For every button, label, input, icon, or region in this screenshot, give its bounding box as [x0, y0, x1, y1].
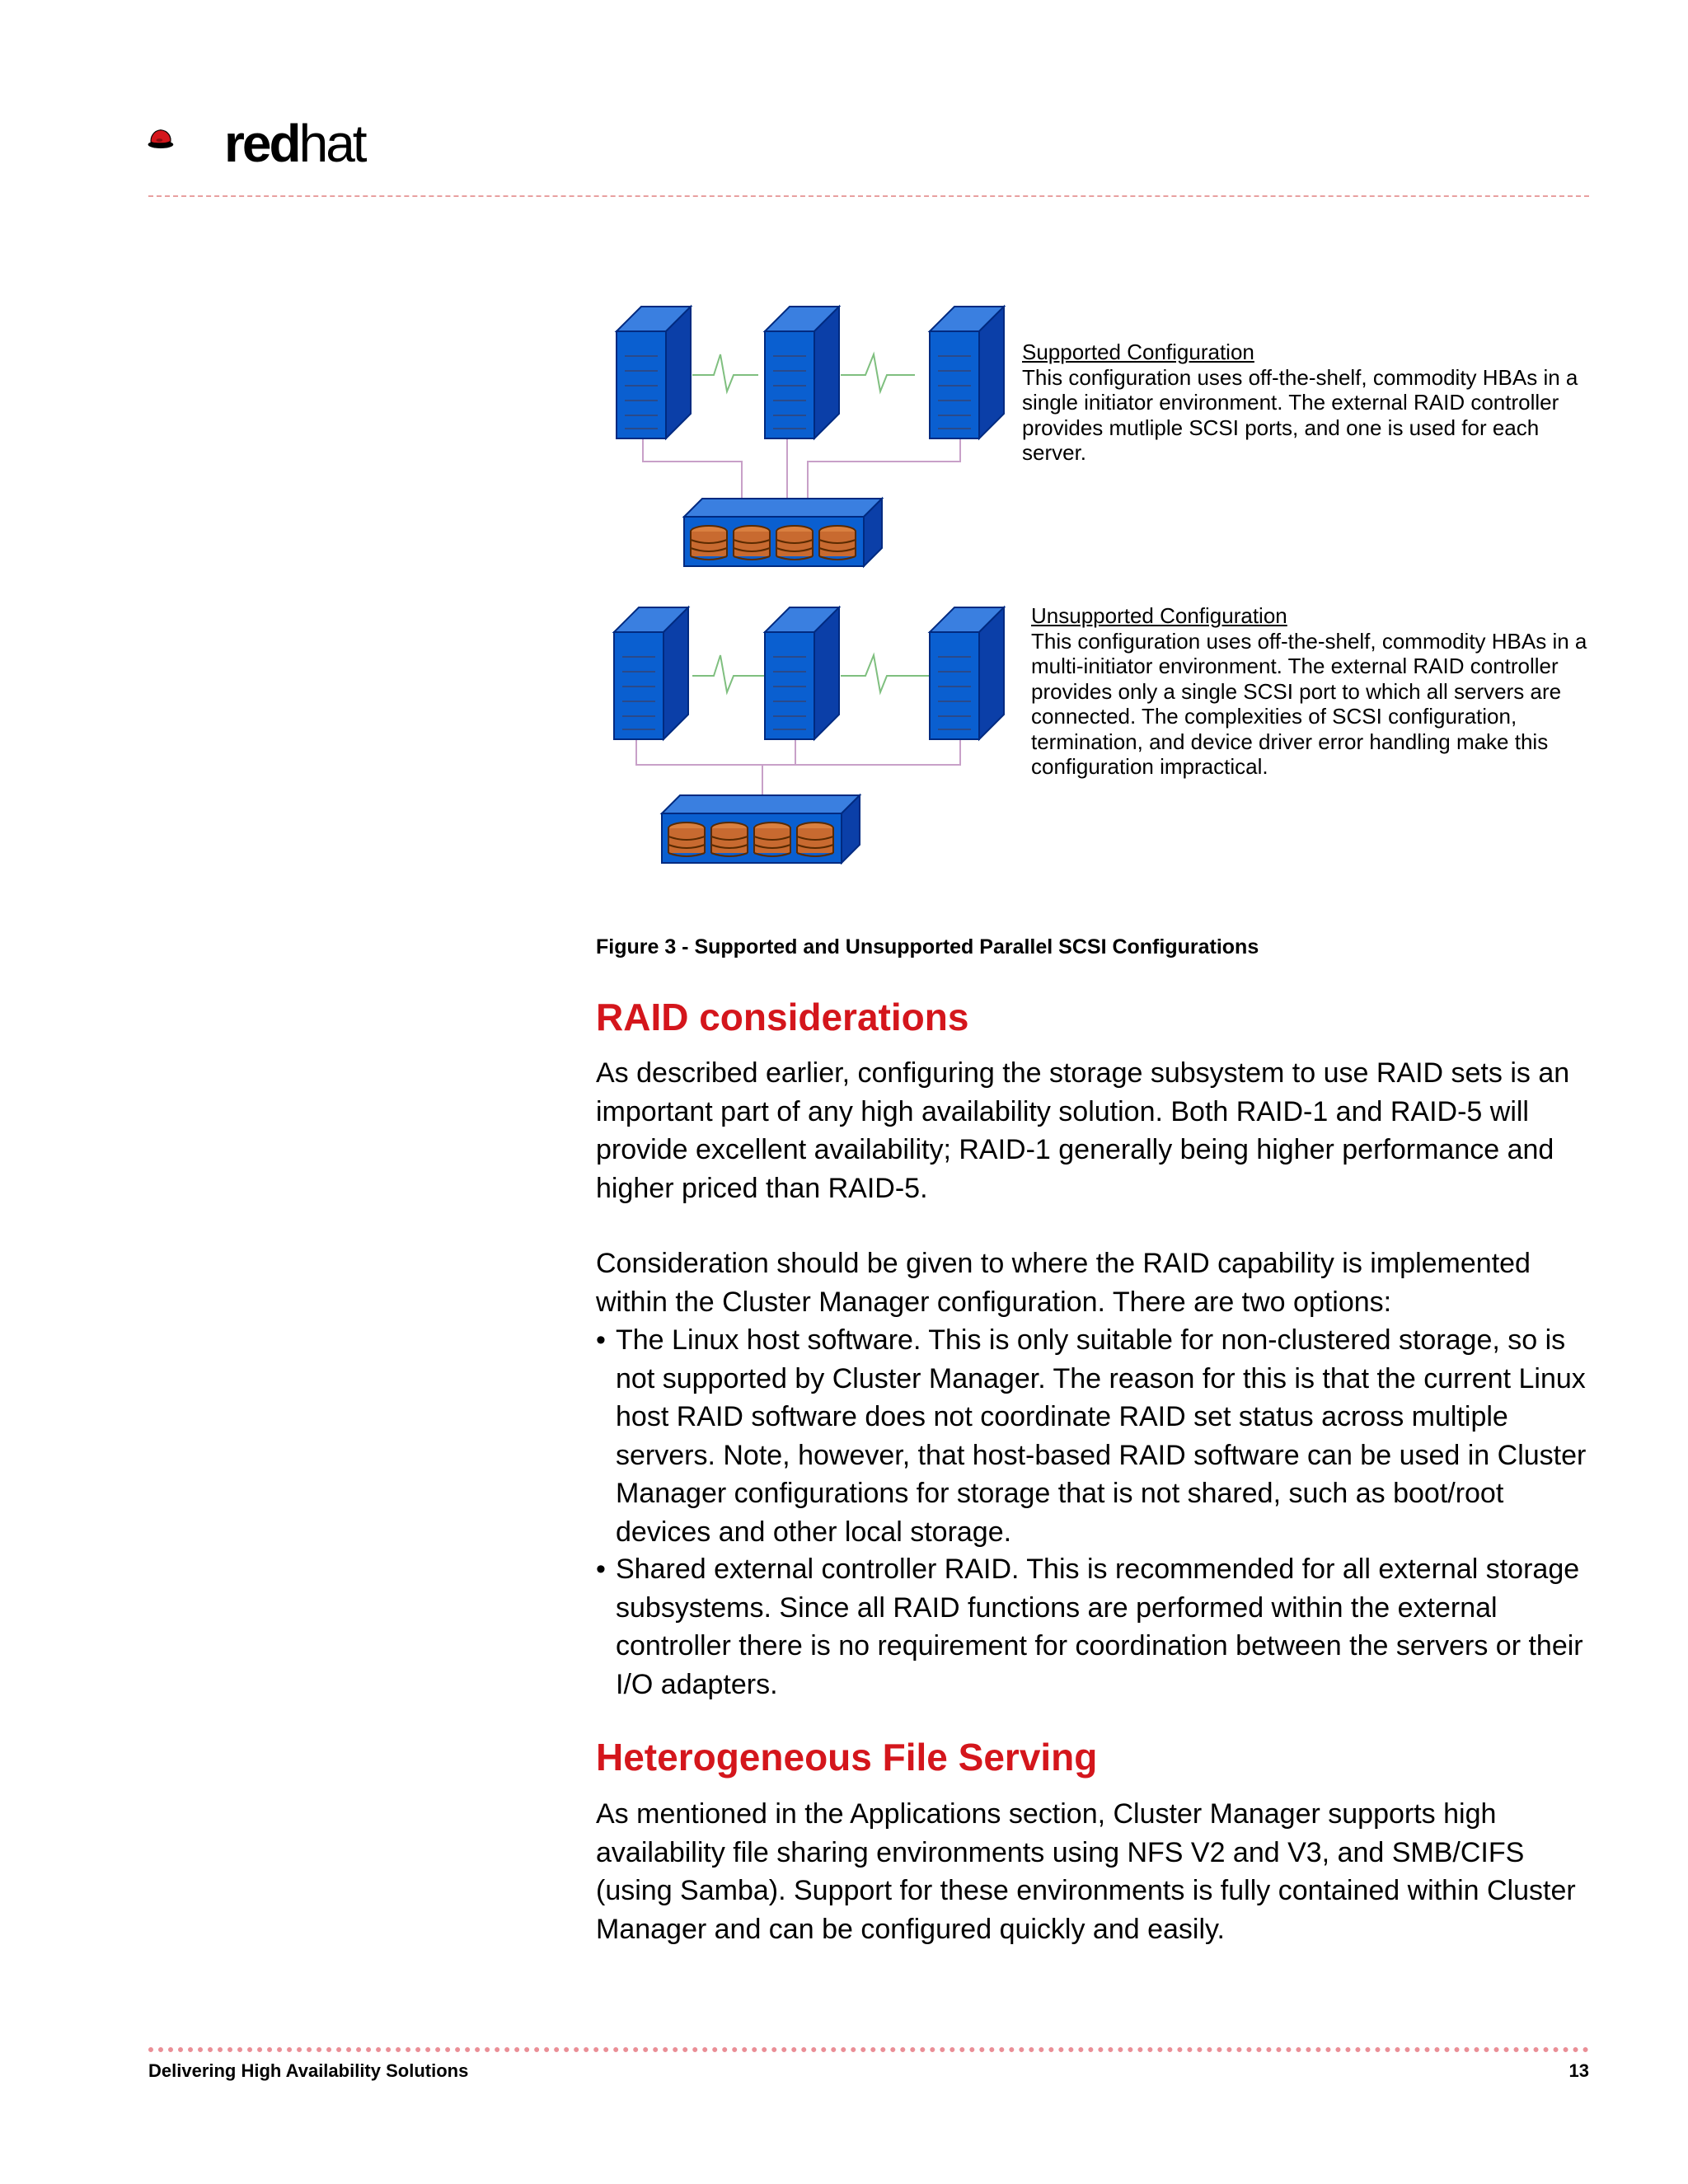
- wordmark-bold: red: [224, 114, 299, 173]
- raid-array-icon: [684, 499, 882, 566]
- raid-options-list: [596, 1321, 1601, 1551]
- supported-config-callout: [1022, 340, 1582, 466]
- bullet-icon: •: [596, 1324, 606, 1356]
- supported-config-diagram: [617, 307, 1004, 566]
- list-item-text: The Linux host software. This is only suitable for non-clustered storage, so is not supported by Cluster Manager. The reason for this is that the current Linux host RAID software does not coordinate RAID set status across multiple servers. Note, however, that host-based RAID software can be used in Cluster Manager configurations for storage that is not shared, such as boot/root devices and other local storage.: [616, 1324, 1587, 1548]
- server-icon: [765, 607, 839, 739]
- file-serving-paragraph: As mentioned in the Applications section, Cluster Manager supports high availability file sharing environments using NFS V2 and V3, and SMB/CIFS (using Samba). Support for these environments is fully contained within Cluster Manager and can be configured quickly and easily.: [596, 1798, 1576, 1945]
- section-heading-raid: RAID considerations: [596, 996, 969, 1038]
- bullet-icon: •: [596, 1554, 606, 1585]
- list-item: [596, 1550, 1601, 1704]
- raid-options-list-2: [596, 1550, 1601, 1704]
- unsupported-config-text: This configuration uses off-the-shelf, commodity HBAs in a multi-initiator environment. The external RAID controller provides only a single SCSI port to which all servers are connected. The complexities of SCSI configuration, termination, and device driver error handling make this configuration impractical.: [1031, 628, 1587, 779]
- server-icon: [930, 307, 1004, 438]
- wordmark-light: hat: [298, 114, 365, 173]
- unsupported-config-callout: [1031, 603, 1592, 780]
- footer-title: Delivering High Availability Solutions: [148, 2060, 469, 2081]
- page-number: 13: [1568, 2060, 1589, 2081]
- supported-config-text: This configuration uses off-the-shelf, commodity HBAs in a single initiator environment. The external RAID controller provides mutliple SCSI ports, and one is used for each server.: [1022, 364, 1578, 465]
- list-item-text: Shared external controller RAID. This is recommended for all external storage subsystems. Since all RAID functions are performed within the external controller there is no requirement for coordination between the servers or their I/O adapters.: [616, 1554, 1583, 1700]
- raid-array-icon: [662, 795, 860, 863]
- unsupported-config-diagram: [614, 607, 1004, 863]
- raid-paragraph-1: As described earlier, configuring the storage subsystem to use RAID sets is an important part of any high availability solution. Both RAID-1 and RAID-5 will provide excellent availability; RAID-1 generally being higher performance and higher priced than RAID-5.: [596, 1057, 1570, 1204]
- server-icon: [765, 307, 839, 438]
- section-heading-file-serving: Heterogeneous File Serving: [596, 1736, 1098, 1779]
- supported-config-title: Supported Configuration: [1022, 340, 1254, 364]
- server-icon: [930, 607, 1004, 739]
- figure-caption: Figure 3 - Supported and Unsupported Parallel SCSI Configurations: [596, 935, 1259, 958]
- raid-paragraph-2: Consideration should be given to where the RAID capability is implemented within the Cluster Manager configuration. There are two options:: [596, 1248, 1531, 1318]
- server-icon: [614, 607, 688, 739]
- footer-divider: [148, 2047, 1589, 2052]
- unsupported-config-title: Unsupported Configuration: [1031, 603, 1287, 628]
- list-item: [596, 1321, 1601, 1551]
- server-icon: [617, 307, 691, 438]
